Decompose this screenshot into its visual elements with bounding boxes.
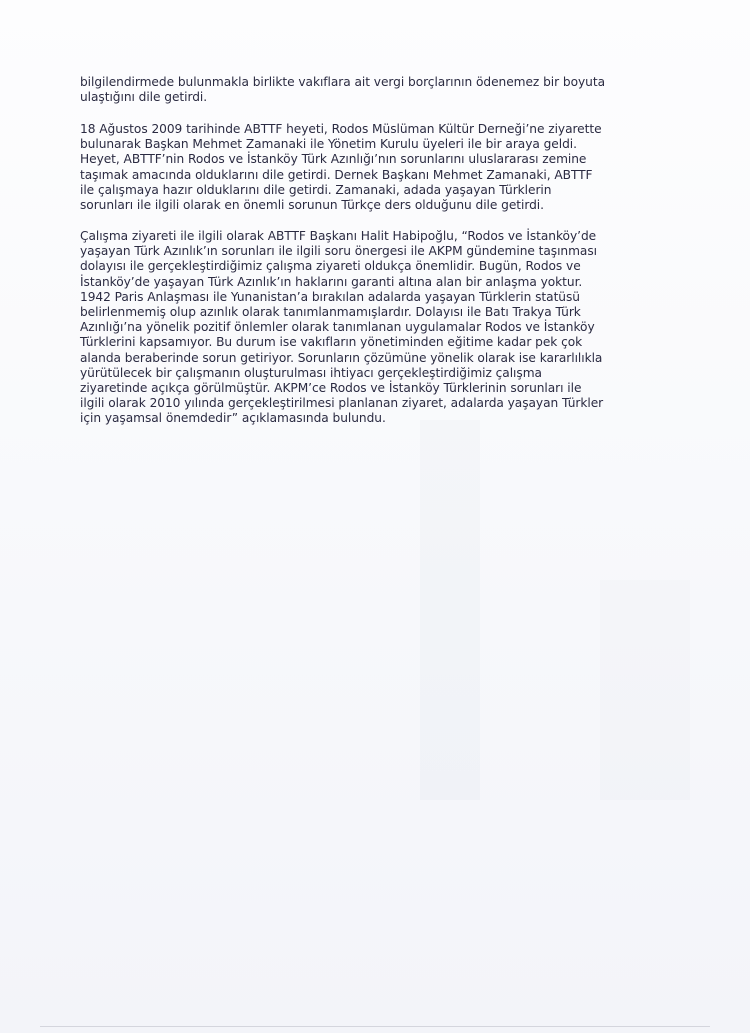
scan-smudge	[600, 580, 690, 800]
scan-smudge	[420, 420, 480, 800]
text-line: Çalışma ziyareti ile ilgili olarak ABTTF Başkanı Halit Habipoğlu, “Rodos ve İstanköy’de	[80, 229, 597, 243]
text-line: yaşayan Türk Azınlık’ın sorunları ile ilgili soru önergesi ile AKPM gündemine taşınması	[80, 244, 597, 259]
text-line: taşımak amacında olduklarını dile getirdi. Dernek Başkanı Mehmet Zamanaki, ABTTF	[80, 167, 593, 182]
paragraph-1	[80, 75, 670, 105]
text-line: bulunarak Başkan Mehmet Zamanaki ile Yönetim Kurulu üyeleri ile bir araya geldi.	[80, 137, 577, 152]
text-line: bilgilendirmede bulunmakla birlikte vakıflara ait vergi borçlarının ödenemez bir boyuta	[80, 75, 605, 89]
text-line: Türklerini kapsamıyor. Bu durum ise vakıfların yönetiminden eğitime kadar pek çok	[80, 335, 583, 350]
paragraph-2	[80, 122, 670, 213]
text-line: Azınlığı’na yönelik pozitif önlemler olarak tanımlanan uygulamalar Rodos ve İstanköy	[80, 320, 595, 335]
text-line: yürütülecek bir çalışmanın oluşturulması ihtiyacı gerçekleştirdiğimiz çalışma	[80, 365, 542, 380]
text-line: sorunları ile ilgili olarak en önemli sorunun Türkçe ders olduğunu dile getirdi.	[80, 198, 544, 213]
text-line: ziyaretinde açıkça görülmüştür. AKPM’ce Rodos ve İstanköy Türklerinin sorunları ile	[80, 381, 582, 396]
paragraph-3	[80, 229, 670, 427]
text-line: 1942 Paris Anlaşması ile Yunanistan’a bırakılan adalarda yaşayan Türklerin statüsü	[80, 289, 580, 304]
text-line: ilgili olarak 2010 yılında gerçekleştirilmesi planlanan ziyaret, adalarda yaşayan Türkler	[80, 396, 604, 411]
text-line: Heyet, ABTTF’nin Rodos ve İstanköy Türk Azınlığı’nın sorunlarını uluslararası zemine	[80, 152, 587, 167]
text-line: alanda beraberinde sorun getiriyor. Sorunların çözümüne yönelik olarak ise kararlılıkla	[80, 350, 603, 365]
page-bottom-edge	[40, 1026, 710, 1027]
text-line: 18 Ağustos 2009 tarihinde ABTTF heyeti, Rodos Müslüman Kültür Derneği’ne ziyarette	[80, 122, 602, 136]
text-line: belirlenmemiş olup azınlık olarak tanımlanmamışlardır. Dolayısı ile Batı Trakya Türk	[80, 305, 581, 320]
text-line: dolayısı ile gerçekleştirdiğimiz çalışma ziyareti oldukça önemlidir. Bugün, Rodos ve	[80, 259, 581, 274]
text-line: ulaştığını dile getirdi.	[80, 90, 208, 105]
text-line: için yaşamsal önemdedir” açıklamasında bulundu.	[80, 411, 386, 426]
text-line: İstanköy’de yaşayan Türk Azınlık’ın haklarını garanti altına alan bir anlaşma yoktur.	[80, 274, 583, 289]
text-line: ile çalışmaya hazır olduklarını dile getirdi. Zamanaki, adada yaşayan Türklerin	[80, 182, 552, 197]
